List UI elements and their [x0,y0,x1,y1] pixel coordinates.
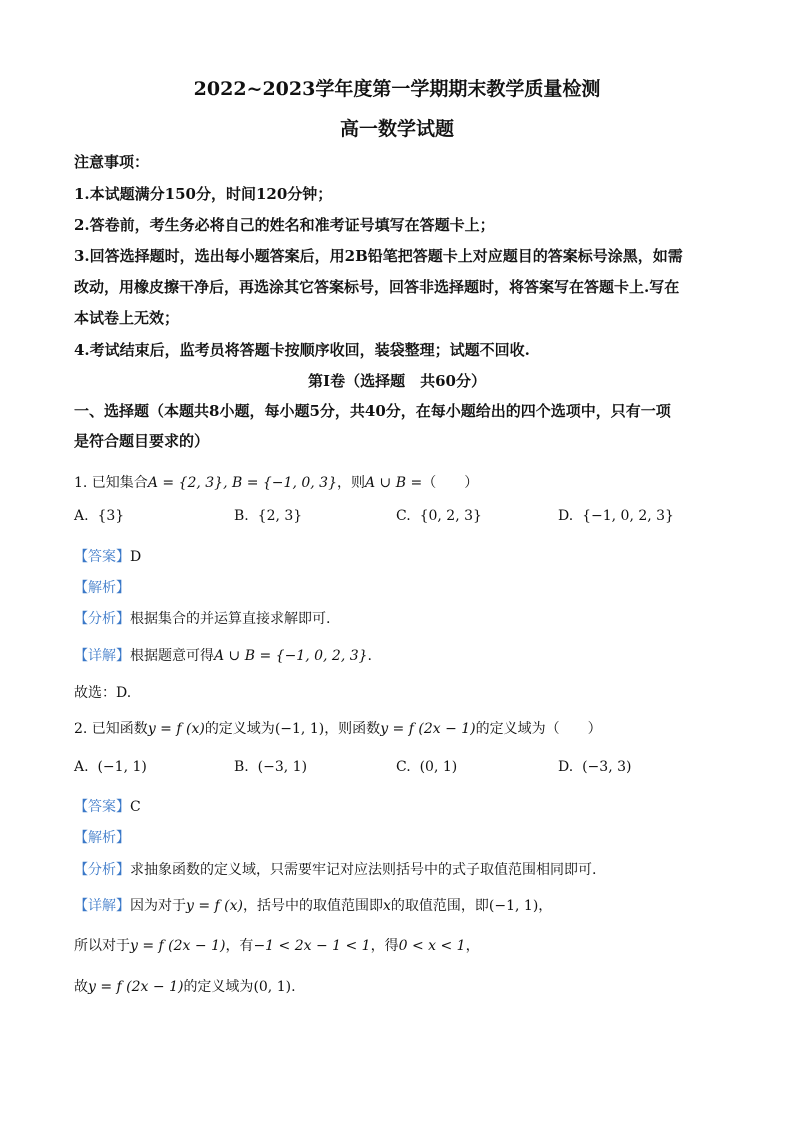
exam-title: 2022~2023学年度第一学期期末教学质量检测 [193,78,601,100]
part-instructions-cont: 是符合题目要求的） [74,432,210,450]
q1-option-a: A. {3} [74,508,125,524]
q1-conclusion: 故选：D. [74,685,132,701]
q2-function: y = f (x) [147,721,205,737]
exam-subtitle: 高一数学试题 [339,118,454,140]
q1-analysis-heading: 【解析】 [74,580,130,596]
q1-set-definition: A = {2, 3}, B = {−1, 0, 3} [147,475,337,491]
q2-fenxi: 【分析】求抽象函数的定义域，只需要牢记对应法则括号中的式子取值范围相同即可. [74,862,597,878]
notes-heading: 注意事项： [74,153,150,171]
q2-option-d: D. (−3, 3) [558,759,632,775]
q1-stem-prefix: 1. 已知集合 [74,475,148,491]
note-item-2: 2.答卷前，考生务必将自己的姓名和准考证号填写在答题卡上； [74,216,495,234]
note-item-3-cont: 改动，用橡皮擦干净后，再选涂其它答案标号，回答非选择题时，将答案写在答题卡上.写在 [74,278,680,296]
q1-option-b: B. {2, 3} [234,508,303,524]
q1-option-c: C. {0, 2, 3} [396,508,482,524]
q1-fenxi: 【分析】根据集合的并运算直接求解即可. [74,611,331,627]
q1-union-expr: A ∪ B = [364,475,423,491]
q2-stem: 2. 已知函数y = f (x)的定义域为(−1, 1)，则函数y = f (2x − 1)的定义域为（ ） [74,721,602,737]
q2-option-c: C. (0, 1) [396,759,458,775]
q2-domain: (−1, 1) [274,721,325,737]
q2-detail-line-1: 【详解】因为对于y = f (x)，括号中的取值范围即x的取值范围，即(−1, 1)， [74,898,553,914]
q2-option-a: A. (−1, 1) [74,759,147,775]
note-item-3: 3.回答选择题时，选出每小题答案后，用2B铅笔把答题卡上对应题目的答案标号涂黑，如需 [74,247,683,265]
q2-option-b: B. (−3, 1) [234,759,308,775]
note-item-3-cont2: 本试卷上无效； [74,309,180,327]
q2-detail-line-2: 所以对于y = f (2x − 1)，有−1 < 2x − 1 < 1，得0 < x < 1， [74,938,480,954]
q1-stem-mid: ，则 [336,475,365,491]
note-item-4: 4.考试结束后，监考员将答题卡按顺序收回，装袋整理；试题不回收. [74,341,530,359]
q1-stem-suffix: （ ） [422,475,479,491]
q2-answer: 【答案】C [74,799,141,815]
note-item-1: 1.本试题满分150分，时间120分钟； [74,185,333,203]
q1-stem [74,472,478,492]
q2-composite-function: y = f (2x − 1) [380,721,476,737]
q2-analysis-heading: 【解析】 [74,830,130,846]
q1-detail: 【详解】根据题意可得A ∪ B = {−1, 0, 2, 3}. [74,648,372,664]
part-instructions: 一、选择题（本题共8小题，每小题5分，共40分，在每小题给出的四个选项中，只有一项 [74,402,671,420]
q1-option-d: D. {−1, 0, 2, 3} [558,508,674,524]
q1-answer: 【答案】D [74,549,142,565]
q2-detail-line-3: 故y = f (2x − 1)的定义域为(0, 1). [74,979,296,995]
section-title: 第Ⅰ卷（选择题 共60分） [308,372,486,390]
